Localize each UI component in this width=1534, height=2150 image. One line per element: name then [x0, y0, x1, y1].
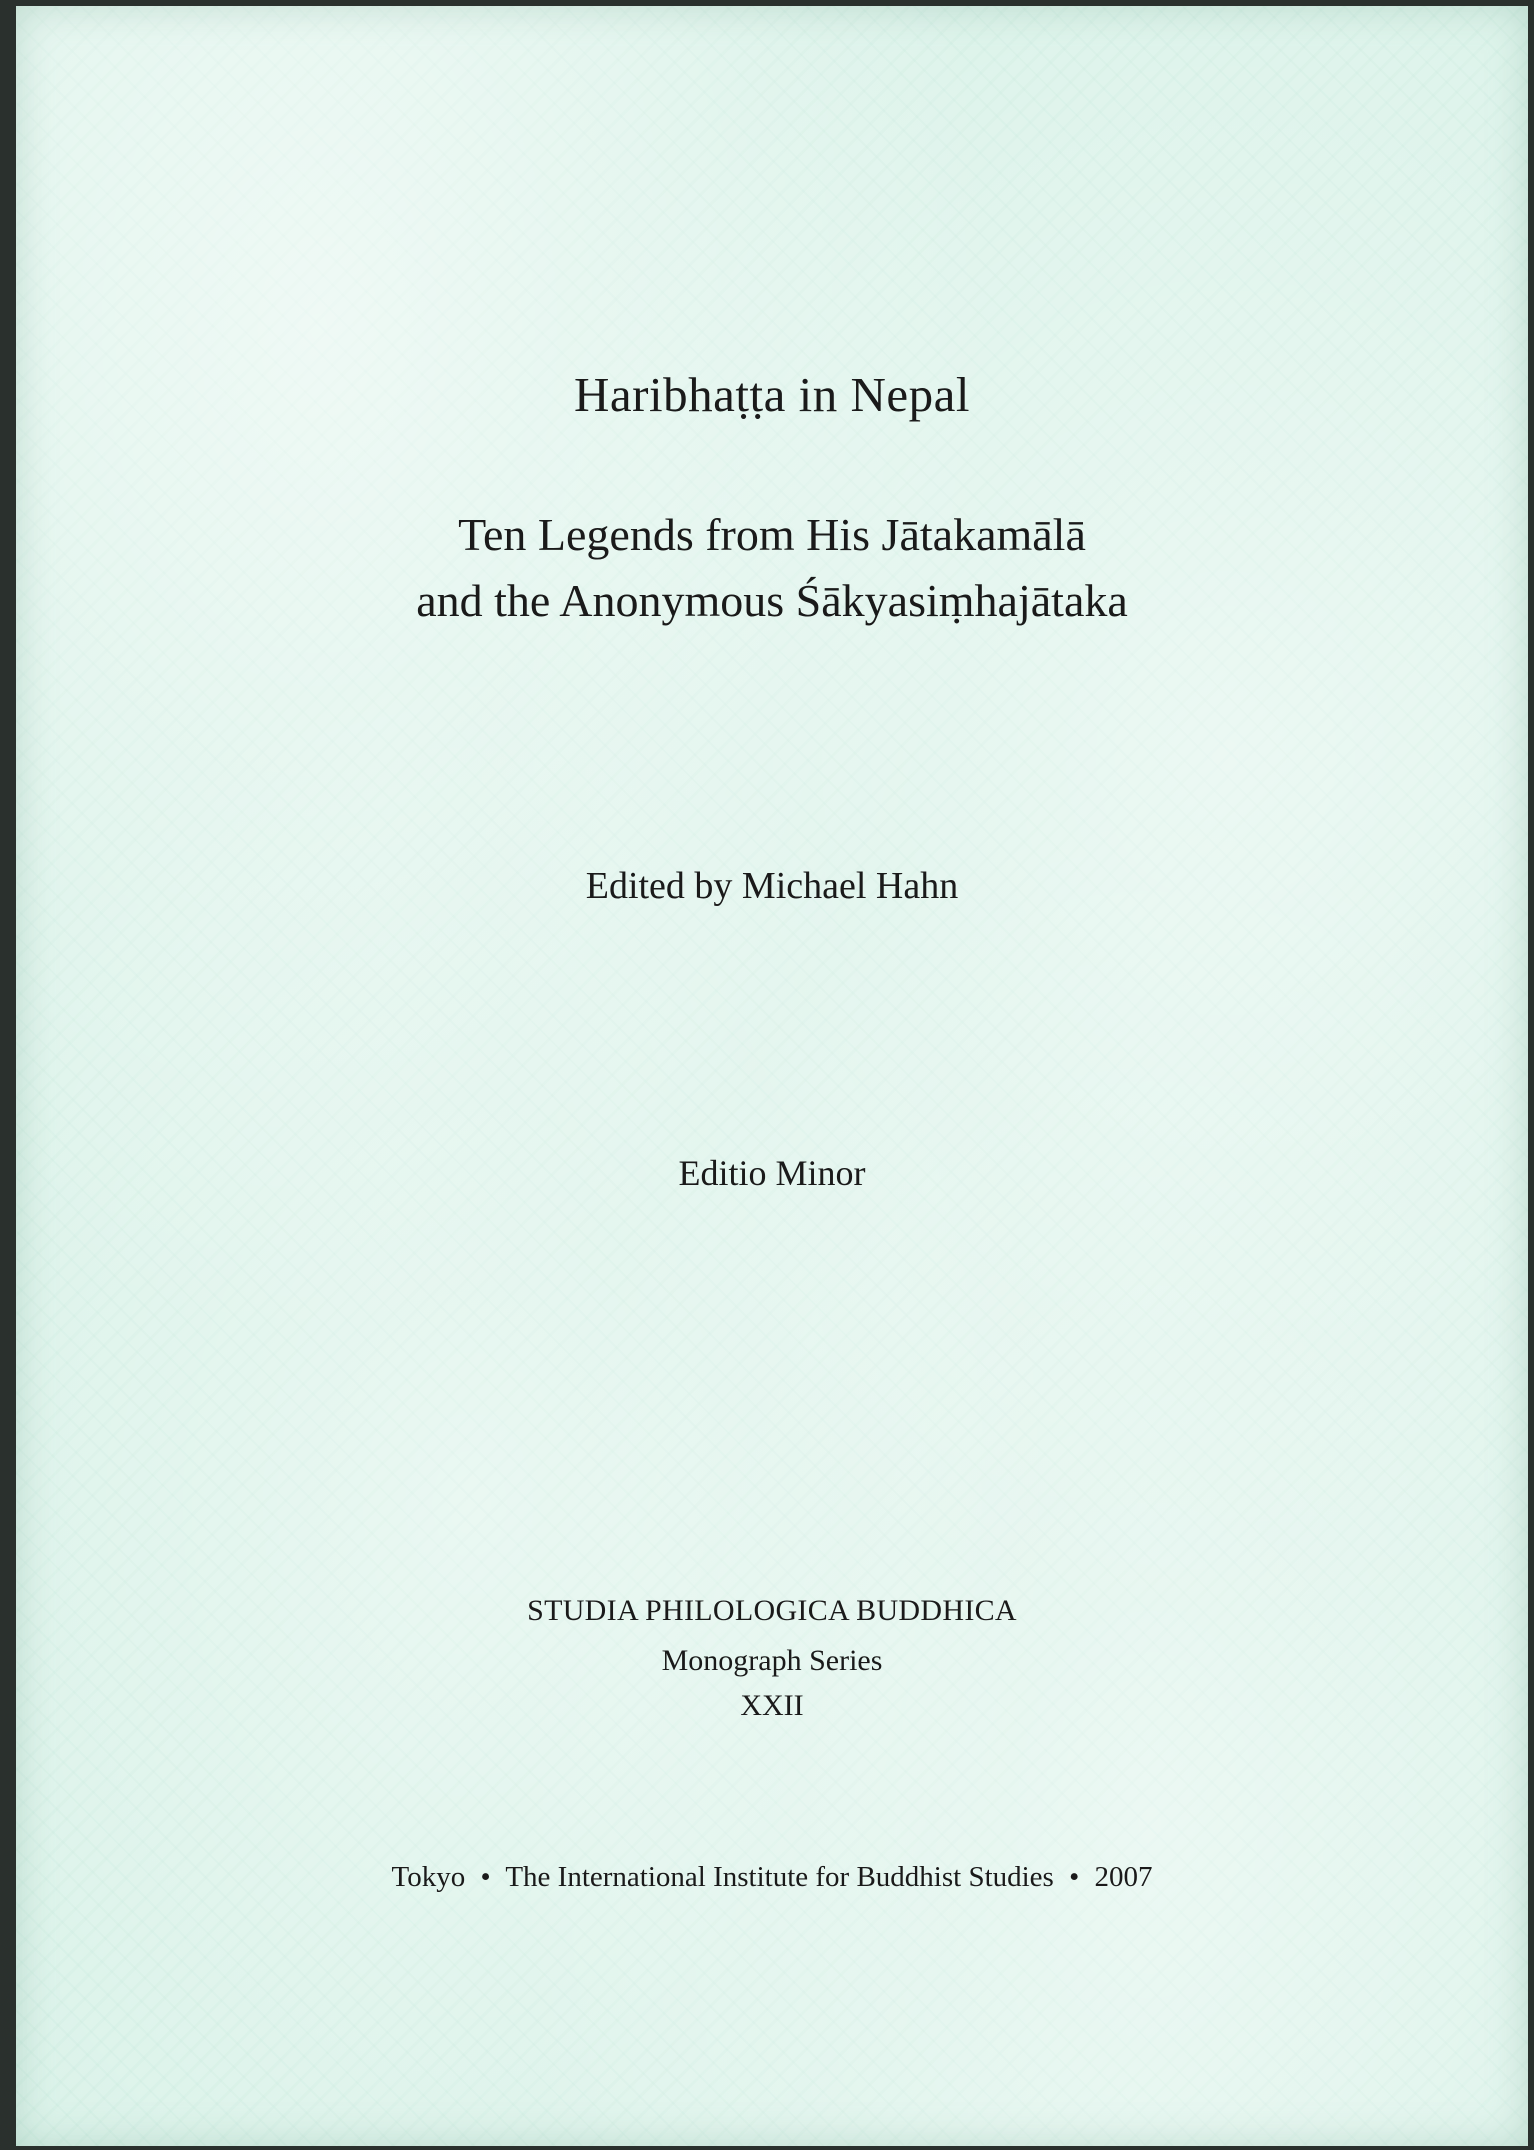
series-subtitle: Monograph Series: [661, 1644, 883, 1677]
imprint-year: 2007: [1094, 1861, 1153, 1893]
book-title: Haribhaṭṭa in Nepal: [574, 367, 970, 422]
series-name: STUDIA PHILOLOGICA BUDDHICA: [527, 1594, 1017, 1627]
bullet-separator: •: [480, 1861, 491, 1893]
book-subtitle-line-2: and the Anonymous Śākyasiṃhajātaka: [416, 575, 1128, 626]
imprint: [16, 1861, 1528, 1894]
book-cover: [16, 6, 1528, 2146]
imprint-publisher: The International Institute for Buddhist Studies: [505, 1861, 1054, 1893]
series-number: XXII: [740, 1689, 804, 1722]
imprint-city: Tokyo: [391, 1861, 466, 1893]
edition-label: Editio Minor: [678, 1153, 866, 1193]
book-subtitle-line-1: Ten Legends from His Jātakamālā: [458, 509, 1086, 560]
editor-credit: Edited by Michael Hahn: [585, 865, 959, 907]
bullet-separator: •: [1069, 1861, 1080, 1893]
